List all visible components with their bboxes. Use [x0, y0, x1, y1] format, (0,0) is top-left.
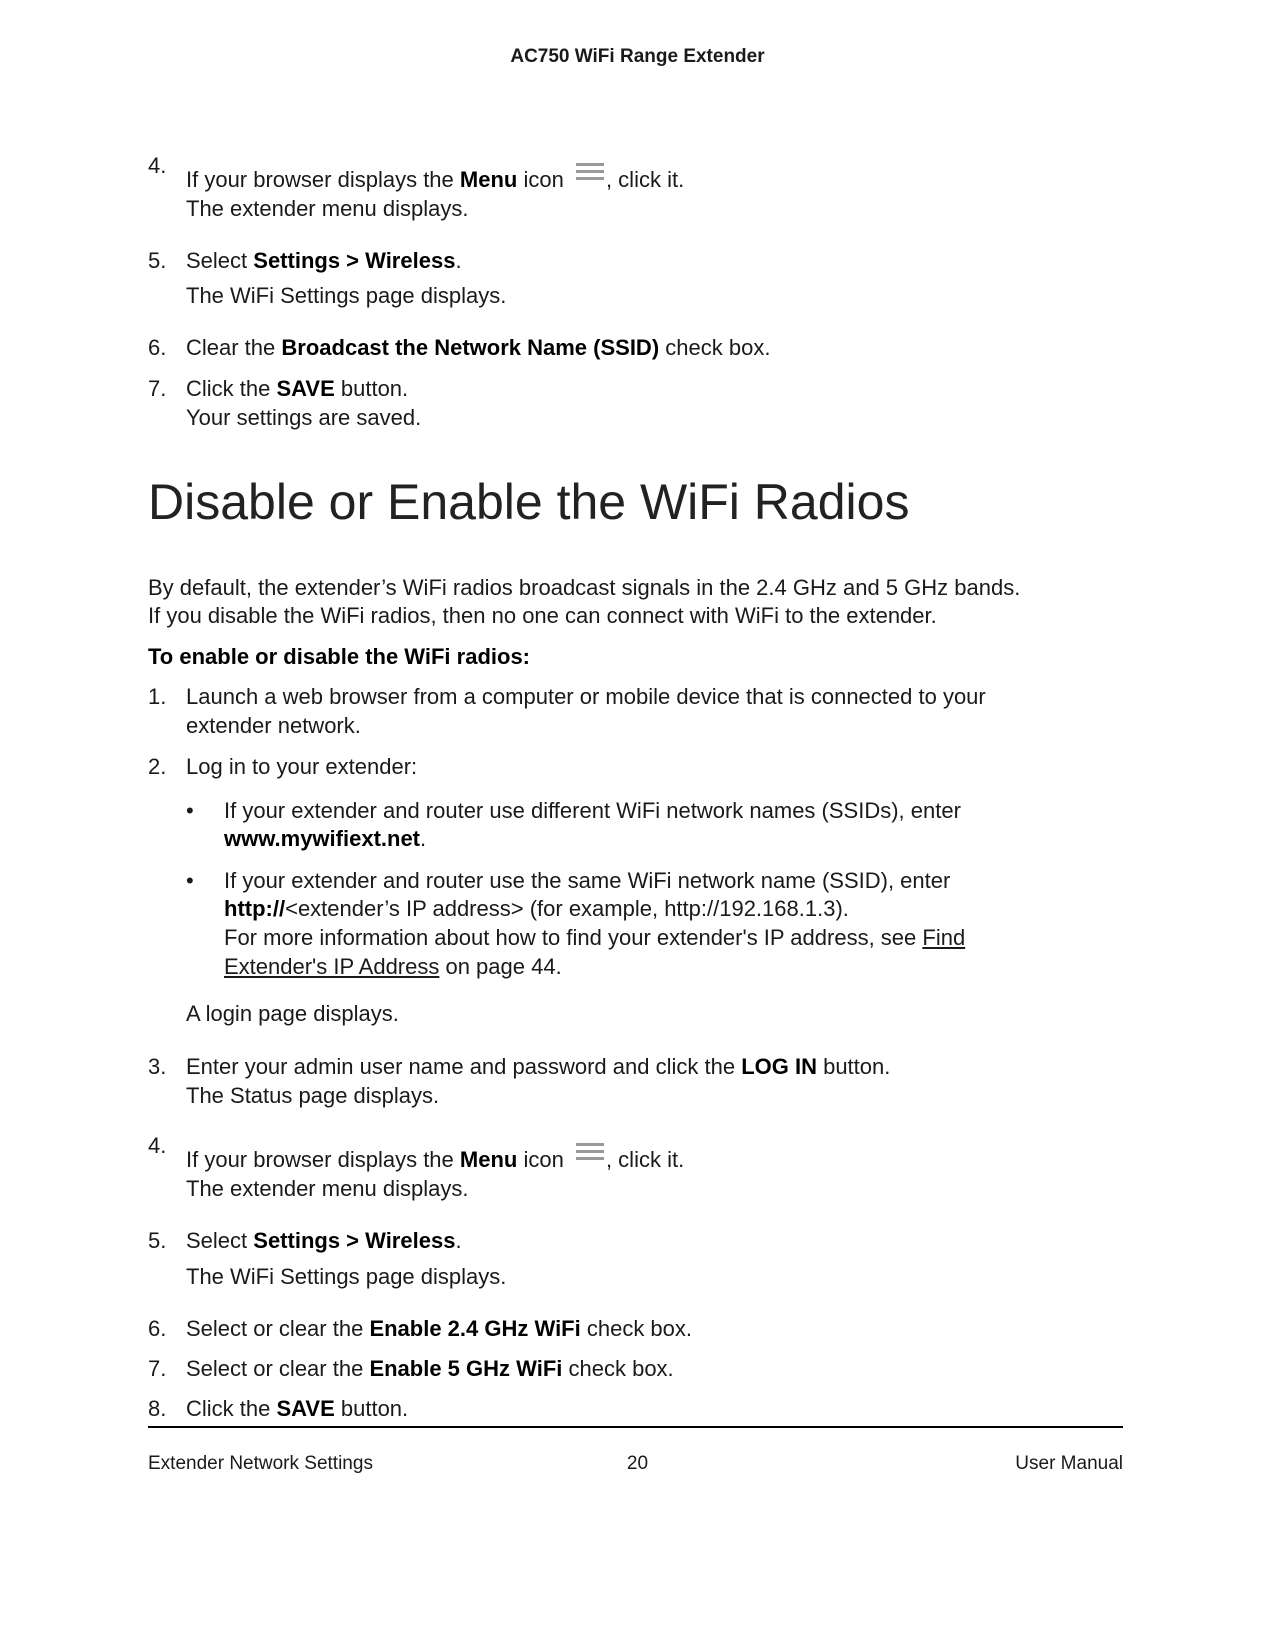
bold-text: Menu	[459, 167, 518, 192]
step-text	[186, 248, 462, 274]
step-text: Launch a web browser from a computer or mobile device that is connected to your	[186, 684, 986, 709]
bold-text: Broadcast the Network Name (SSID)	[281, 335, 660, 360]
bullet-text	[224, 826, 426, 852]
bold-text: Settings > Wireless	[253, 1228, 456, 1253]
intro-line-1: By default, the extender’s WiFi radios broadcast signals in the 2.4 GHz and 5 GHz bands.	[148, 575, 1021, 600]
text: .	[455, 248, 462, 273]
step-result: Your settings are saved.	[186, 405, 422, 430]
text: Select or clear the	[186, 1356, 370, 1381]
step-result: The Status page displays.	[186, 1083, 440, 1108]
text: check box.	[562, 1356, 674, 1381]
step-text: Log in to your extender:	[186, 754, 418, 779]
bold-text: Enable 2.4 GHz WiFi	[369, 1316, 581, 1341]
url-text: www.mywifiext.net	[224, 826, 421, 851]
text: .	[420, 826, 427, 851]
bold-text: LOG IN	[741, 1054, 817, 1079]
step-result: The WiFi Settings page displays.	[186, 1264, 507, 1289]
text: Select	[186, 248, 254, 273]
step-number: 7.	[148, 376, 167, 401]
text: icon	[517, 1147, 570, 1172]
step-number: 7.	[148, 1356, 167, 1381]
text: For more information about how to find your extender's IP address, see	[224, 925, 923, 950]
step-number: 2.	[148, 754, 167, 779]
procedure-title: To enable or disable the WiFi radios:	[148, 644, 531, 669]
bullet-text: If your extender and router use different WiFi network names (SSIDs), enter	[224, 798, 961, 823]
text: button.	[334, 376, 409, 401]
bold-text: Enable 5 GHz WiFi	[369, 1356, 563, 1381]
bold-text: SAVE	[276, 1396, 335, 1421]
text: Clear the	[186, 335, 282, 360]
text: on page 44.	[439, 954, 562, 979]
find-ip-link[interactable]: Find	[922, 925, 966, 950]
text: Click the	[186, 1396, 277, 1421]
menu-icon	[576, 1139, 604, 1161]
bullet-text	[224, 954, 562, 980]
text: , click it.	[605, 1147, 685, 1172]
footer-divider	[148, 1426, 1123, 1428]
step-text	[186, 335, 770, 361]
text: Select or clear the	[186, 1316, 370, 1341]
step-text	[186, 376, 408, 402]
footer-doc-type: User Manual	[1015, 1453, 1123, 1474]
step-text	[186, 1147, 684, 1173]
bullet-icon: •	[186, 868, 194, 893]
menu-icon	[576, 159, 604, 181]
bullet-text: If your extender and router use the same WiFi network name (SSID), enter	[224, 868, 951, 893]
step-text: extender network.	[186, 713, 361, 738]
step-text	[186, 1356, 674, 1382]
text: Click the	[186, 376, 277, 401]
step-number: 6.	[148, 335, 167, 360]
step-number: 3.	[148, 1054, 167, 1079]
running-header: AC750 WiFi Range Extender	[510, 46, 765, 67]
text: <extender’s IP address> (for example, http://192.168.1.3).	[285, 896, 849, 921]
text: check box.	[580, 1316, 693, 1341]
bold-text: http://	[224, 896, 286, 921]
step-number: 1.	[148, 684, 167, 709]
text: button.	[334, 1396, 409, 1421]
step-result: The WiFi Settings page displays.	[186, 283, 507, 308]
text: .	[455, 1228, 462, 1253]
find-ip-link[interactable]: Extender's IP Address	[224, 954, 440, 979]
step-text	[186, 1228, 462, 1254]
step-text	[186, 167, 684, 193]
step-text	[186, 1396, 408, 1422]
step-result: A login page displays.	[186, 1001, 399, 1026]
step-number: 8.	[148, 1396, 167, 1421]
text: If your browser displays the	[186, 167, 460, 192]
step-number: 4.	[148, 1133, 167, 1158]
text: check box.	[659, 335, 771, 360]
bold-text: Menu	[459, 1147, 518, 1172]
step-number: 6.	[148, 1316, 167, 1341]
text: If your browser displays the	[186, 1147, 460, 1172]
step-text	[186, 1316, 692, 1342]
step-text	[186, 1054, 890, 1080]
text: icon	[517, 167, 570, 192]
text: Select	[186, 1228, 254, 1253]
step-number: 5.	[148, 248, 167, 273]
bullet-text	[224, 896, 849, 922]
footer-chapter: Extender Network Settings	[148, 1453, 373, 1474]
step-number: 4.	[148, 153, 167, 178]
step-result: The extender menu displays.	[186, 1176, 469, 1201]
bold-text: Settings > Wireless	[253, 248, 456, 273]
step-number: 5.	[148, 1228, 167, 1253]
bullet-text	[224, 925, 965, 951]
bold-text: SAVE	[276, 376, 335, 401]
text: button.	[816, 1054, 891, 1079]
footer-page-number: 20	[626, 1453, 649, 1474]
section-heading: Disable or Enable the WiFi Radios	[148, 474, 910, 530]
step-result: The extender menu displays.	[186, 196, 469, 221]
bullet-icon: •	[186, 798, 194, 823]
text: , click it.	[605, 167, 685, 192]
intro-line-2: If you disable the WiFi radios, then no one can connect with WiFi to the extender.	[148, 603, 937, 628]
text: Enter your admin user name and password and click the	[186, 1054, 742, 1079]
